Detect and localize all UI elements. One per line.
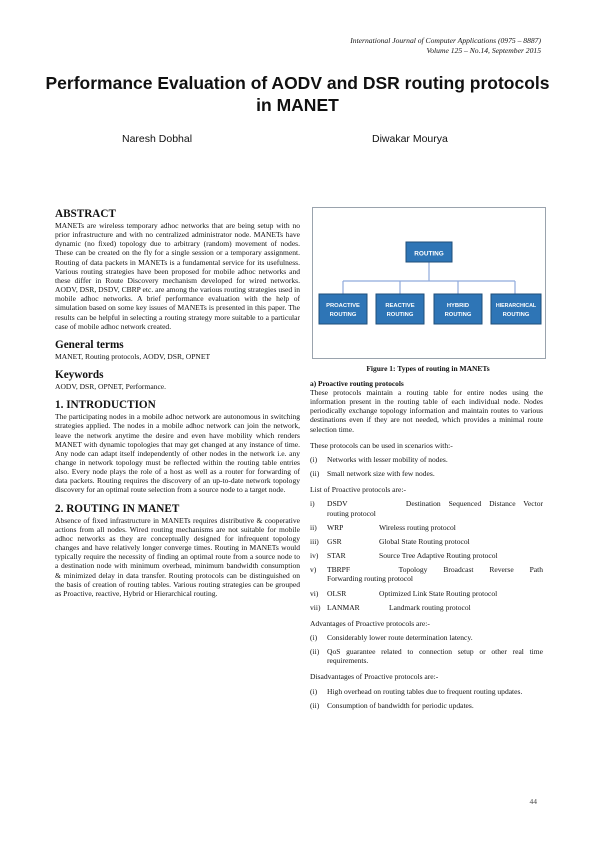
left-column (55, 208, 300, 598)
protocol-name: TBRPF (327, 565, 351, 575)
disadvantage-num: (i) (310, 686, 318, 696)
protocol-desc: Wireless routing protocol (379, 522, 456, 532)
disadvantage-item (310, 687, 543, 696)
protocol-num: vii) (310, 602, 321, 612)
root-node-label: ROUTING (414, 250, 444, 258)
protocol-desc: Source Tree Adaptive Routing protocol (379, 551, 498, 561)
hierarchical-label-2: ROUTING (502, 312, 530, 318)
protocol-item-gsr (310, 537, 543, 546)
hybrid-label-2: ROUTING (444, 312, 472, 318)
advantage-num: (ii) (310, 647, 320, 657)
protocol-desc: Global State Routing protocol (379, 536, 470, 546)
figure-caption: Figure 1: Types of routing in MANETs (366, 364, 490, 373)
keywords-heading: Keywords (55, 369, 104, 382)
protocol-num: vi) (310, 588, 319, 598)
keywords-text: AODV, DSR, OPNET, Performance. (55, 382, 167, 392)
disadvantages-intro: Disadvantages of Proactive protocols are:- (310, 672, 439, 682)
scenarios-intro: These protocols can be used in scenarios with:- (310, 440, 453, 450)
scenario-num: (i) (310, 454, 318, 464)
reactive-label-1: REACTIVE (385, 303, 415, 309)
abstract-heading: ABSTRACT (55, 208, 116, 220)
hybrid-label-1: HYBRID (446, 303, 470, 309)
page-number: 44 (529, 797, 537, 806)
scenario-item (310, 455, 543, 464)
author-2: Diwakar Mourya (372, 133, 448, 145)
advantage-text: QoS guarantee related to connection setup or other real time requirements. (327, 647, 543, 666)
proactive-heading: a) Proactive routing protocols (310, 379, 404, 388)
protocol-num: v) (310, 565, 317, 575)
advantages-intro: Advantages of Proactive protocols are:- (310, 618, 430, 628)
hybrid-box (434, 294, 482, 324)
disadvantage-text: Consumption of bandwidth for periodic updates. (327, 700, 474, 710)
protocol-num: i) (310, 499, 315, 509)
journal-header (350, 36, 541, 56)
proactive-text: These protocols maintain a routing table for entire nodes using the information present in the routing table of each individual node. Nodes periodically exchange topology information and maintain routes to various destinations even if they are not needed, which provides a minimal route selection time. (310, 388, 543, 434)
diagram-connectors (343, 262, 515, 294)
advantage-text: Considerably lower route determination latency. (327, 632, 473, 642)
protocol-desc: Topology Broadcast Reverse Path (398, 565, 543, 575)
disadvantage-num: (ii) (310, 700, 320, 710)
routing-section-heading: 2. ROUTING IN MANET (55, 502, 180, 515)
journal-volume: Volume 125 – No.14, September 2015 (426, 46, 541, 55)
child-node-proactive (319, 294, 367, 324)
protocol-num: ii) (310, 522, 317, 532)
general-terms-text: MANET, Routing protocols, AODV, DSR, OPNET (55, 351, 211, 361)
child-node-reactive (376, 294, 424, 324)
advantage-item (310, 647, 543, 665)
protocol-name: LANMAR (327, 602, 360, 612)
general-terms-heading: General terms (55, 338, 124, 351)
protocol-desc: Destination Sequenced Distance Vector (405, 499, 543, 509)
protocol-name: OLSR (327, 588, 347, 598)
scenario-text: Small network size with few nodes. (327, 469, 435, 479)
protocol-name: DSDV (327, 499, 348, 509)
abstract-text: MANETs are wireless temporary adhoc networks that are being setup with no prior infrastructure and with no centralized administrator node. MANETs have dynamic (no fixed) topology due to arbitrary (random) movement of nodes. These can be created on the fly for a single session or a temporary assignment. Routing of data packets in MANETs is a fundamental service for its usefulness. Various routing strategies have been proposed for mobile adhoc networks and these differ in Route Discovery mechanism developed for wired networks. AODV, DSR, DSDV, CBRP etc. are among the various routing strategies used in mobile adhoc networks. A brief performance evaluation with the help of simulation based on some key issues of MANETs is presented in this paper. The results can be helpful in selecting a routing strategy more suitable to a particular case of mobile adhoc network created. (55, 221, 300, 331)
journal-name: International Journal of Computer Applications (0975 – 8887) (350, 36, 541, 45)
protocol-item-lanmar (310, 603, 543, 612)
reactive-label-2: ROUTING (386, 312, 414, 318)
scenario-item (310, 469, 543, 478)
child-node-hybrid (434, 294, 482, 324)
advantage-num: (i) (310, 632, 318, 642)
routing-types-figure (312, 207, 546, 359)
protocol-desc-cont: routing protocol (327, 508, 376, 518)
protocol-desc-cont: Forwarding routing protocol (327, 574, 413, 584)
protocol-name: WRP (327, 522, 344, 532)
proactive-label-1: PROACTIVE (326, 303, 360, 309)
protocol-num: iv) (310, 551, 319, 561)
advantage-item (310, 633, 543, 642)
protocol-name: GSR (327, 536, 342, 546)
protocol-item-star (310, 551, 543, 560)
scenario-num: (ii) (310, 469, 320, 479)
protocol-item-wrp (310, 523, 543, 532)
paper-title: Performance Evaluation of AODV and DSR routing protocols in MANET (45, 73, 550, 115)
disadvantage-item (310, 701, 543, 710)
protocol-item-olsr (310, 589, 543, 598)
protocol-desc: Optimized Link State Routing protocol (379, 588, 498, 598)
disadvantage-text: High overhead on routing tables due to frequent routing updates. (327, 686, 523, 696)
protocols-intro: List of Proactive protocols are:- (310, 485, 406, 495)
root-node (406, 242, 452, 262)
reactive-box (376, 294, 424, 324)
hierarchical-label-1: HIERARCHICAL (495, 303, 537, 309)
scenario-text: Networks with lesser mobility of nodes. (327, 454, 448, 464)
hierarchical-box (491, 294, 541, 324)
introduction-text: The participating nodes in a mobile adhoc network are autonomous in switching strategies applied. The nodes in a mobile adhoc network can join the network, leave the network anytime the desire and even have mobility which renders MANET with dynamic topologies that may get changed at any instance of time. Any node can adapt itself independently of other nodes in the network i.e. any change in network topology must be reflected within the routing table entries also. Every node plays the role of a host as well as a router for forwarding of data packets. Routing requires the discovery of an up-to-date network topology discovery for an optimal route selection from a source node to a target node. (55, 412, 300, 495)
protocol-desc: Landmark routing protocol (389, 602, 471, 612)
routing-section-text: Absence of fixed infrastructure in MANETs requires distributive & cooperative actions from all nodes. Wired routing mechanisms are not suitable for mobile adhoc networks as they are conceptually designed for infrequent topology changes and have relatively longer converge times. Routing in MANETs would typically require the necessity of finding an optimal route from a source node to a destination node with minimum overhead, minimum bandwidth consumption & minimized delay in data transfer. Routing protocols can be distinguished on the basis of creation of routing tables. Various routing strategies can be grouped as Proactive, reactive, Hybrid or Hierarchical routing. (55, 515, 300, 598)
proactive-label-2: ROUTING (329, 312, 357, 318)
protocol-item-tbrpf (310, 565, 543, 583)
protocol-item-dsdv (310, 499, 543, 517)
child-node-hierarchical (491, 294, 541, 324)
protocol-num: iii) (310, 536, 319, 546)
routing-diagram (313, 208, 545, 358)
right-column (310, 379, 543, 710)
proactive-box (319, 294, 367, 324)
author-1: Naresh Dobhal (122, 133, 193, 145)
introduction-heading: 1. INTRODUCTION (55, 399, 156, 412)
protocol-name: STAR (327, 551, 346, 561)
